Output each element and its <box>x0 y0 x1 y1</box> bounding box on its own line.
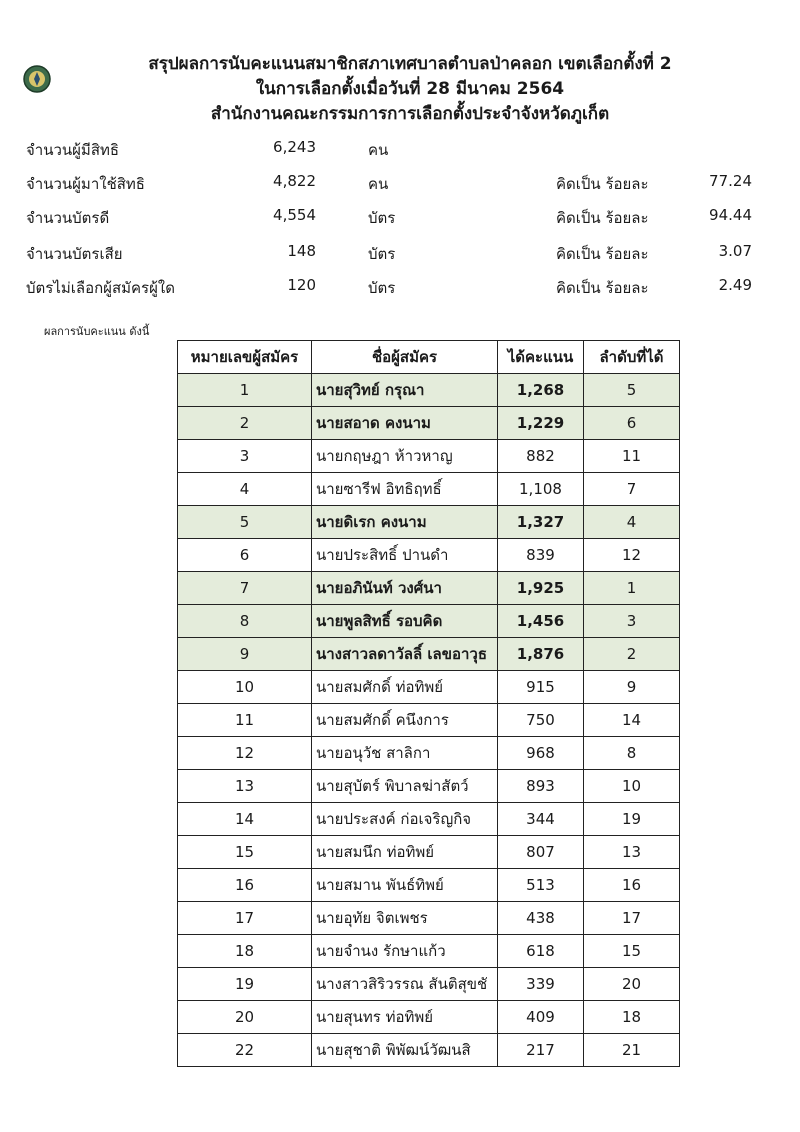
cell-rank: 8 <box>584 737 680 770</box>
cell-candidate-number: 16 <box>178 869 312 902</box>
cell-votes: 1,456 <box>498 605 584 638</box>
cell-votes: 513 <box>498 869 584 902</box>
table-row <box>178 968 680 1001</box>
header-votes: ได้คะแนน <box>498 341 584 374</box>
stat-unit: บัตร <box>368 209 396 227</box>
cell-candidate-number: 12 <box>178 737 312 770</box>
cell-votes: 839 <box>498 539 584 572</box>
cell-candidate-name: นายสอาด คงนาม <box>312 407 498 440</box>
seal-logo-icon <box>22 64 52 94</box>
cell-rank: 15 <box>584 935 680 968</box>
stat-value: 4,822 <box>273 172 316 190</box>
table-row <box>178 374 680 407</box>
cell-candidate-number: 2 <box>178 407 312 440</box>
cell-rank: 1 <box>584 572 680 605</box>
stat-label: จำนวนผู้มาใช้สิทธิ <box>26 175 145 193</box>
table-header-row <box>178 341 680 374</box>
cell-rank: 11 <box>584 440 680 473</box>
stat-percent-value: 3.07 <box>718 242 752 260</box>
cell-candidate-name: นายสุบัตร์ พิบาลฆ่าสัตว์ <box>312 770 498 803</box>
table-row <box>178 836 680 869</box>
cell-rank: 7 <box>584 473 680 506</box>
cell-rank: 2 <box>584 638 680 671</box>
cell-candidate-name: นายสมนึก ท่อทิพย์ <box>312 836 498 869</box>
cell-votes: 915 <box>498 671 584 704</box>
results-table <box>177 340 680 1067</box>
cell-candidate-name: นายซารีฟ อิทธิฤทธิ์ <box>312 473 498 506</box>
cell-rank: 19 <box>584 803 680 836</box>
table-row <box>178 869 680 902</box>
cell-votes: 1,229 <box>498 407 584 440</box>
cell-candidate-name: นายประสงค์ ก่อเจริญกิจ <box>312 803 498 836</box>
stat-unit: คน <box>368 175 389 193</box>
cell-votes: 339 <box>498 968 584 1001</box>
cell-candidate-name: นายจำนง รักษาแก้ว <box>312 935 498 968</box>
cell-candidate-name: นายสมาน พันธ์ทิพย์ <box>312 869 498 902</box>
table-row <box>178 704 680 737</box>
stat-percent-label: คิดเป็น ร้อยละ <box>556 245 649 263</box>
stat-label: บัตรไม่เลือกผู้สมัครผู้ใด <box>26 279 175 297</box>
cell-candidate-number: 19 <box>178 968 312 1001</box>
stat-row-no-vote-ballots <box>0 276 800 300</box>
table-row <box>178 572 680 605</box>
stat-row-spoiled-ballots <box>0 242 800 266</box>
cell-rank: 21 <box>584 1034 680 1067</box>
cell-votes: 217 <box>498 1034 584 1067</box>
cell-candidate-name: นายอนุวัช สาลิกา <box>312 737 498 770</box>
cell-candidate-number: 7 <box>178 572 312 605</box>
cell-votes: 1,108 <box>498 473 584 506</box>
cell-rank: 17 <box>584 902 680 935</box>
cell-votes: 618 <box>498 935 584 968</box>
stat-unit: บัตร <box>368 245 396 263</box>
cell-candidate-number: 11 <box>178 704 312 737</box>
table-row <box>178 473 680 506</box>
cell-candidate-name: นางสาวสิริวรรณ สันติสุขชั <box>312 968 498 1001</box>
cell-rank: 20 <box>584 968 680 1001</box>
header-rank: ลำดับที่ได้ <box>584 341 680 374</box>
table-row <box>178 671 680 704</box>
cell-votes: 893 <box>498 770 584 803</box>
cell-votes: 882 <box>498 440 584 473</box>
stat-value: 148 <box>287 242 316 260</box>
table-row <box>178 1001 680 1034</box>
document-header <box>60 52 760 127</box>
cell-votes: 1,327 <box>498 506 584 539</box>
cell-candidate-number: 18 <box>178 935 312 968</box>
stat-label: จำนวนผู้มีสิทธิ <box>26 141 120 159</box>
cell-rank: 12 <box>584 539 680 572</box>
cell-candidate-number: 9 <box>178 638 312 671</box>
cell-candidate-number: 8 <box>178 605 312 638</box>
stat-label: จำนวนบัตรดี <box>26 209 110 227</box>
cell-candidate-number: 14 <box>178 803 312 836</box>
cell-votes: 750 <box>498 704 584 737</box>
stat-percent-label: คิดเป็น ร้อยละ <box>556 209 649 227</box>
cell-votes: 438 <box>498 902 584 935</box>
cell-candidate-number: 4 <box>178 473 312 506</box>
header-candidate-number: หมายเลขผู้สมัคร <box>178 341 312 374</box>
stat-value: 120 <box>287 276 316 294</box>
cell-candidate-number: 10 <box>178 671 312 704</box>
table-row <box>178 539 680 572</box>
cell-candidate-number: 20 <box>178 1001 312 1034</box>
cell-rank: 3 <box>584 605 680 638</box>
results-body <box>178 374 680 1067</box>
table-row <box>178 407 680 440</box>
cell-candidate-name: นายกฤษฎา ห้าวหาญ <box>312 440 498 473</box>
stat-percent-value: 77.24 <box>709 172 752 190</box>
cell-rank: 13 <box>584 836 680 869</box>
stat-value: 4,554 <box>273 206 316 224</box>
cell-candidate-number: 17 <box>178 902 312 935</box>
cell-candidate-name: นายดิเรก คงนาม <box>312 506 498 539</box>
cell-candidate-name: นายสมศักดิ์ ท่อทิพย์ <box>312 671 498 704</box>
stat-value: 6,243 <box>273 138 316 156</box>
cell-rank: 9 <box>584 671 680 704</box>
cell-candidate-number: 3 <box>178 440 312 473</box>
stat-row-eligible <box>0 138 800 162</box>
table-row <box>178 935 680 968</box>
cell-candidate-number: 13 <box>178 770 312 803</box>
cell-rank: 6 <box>584 407 680 440</box>
cell-candidate-name: นายอภินันท์ วงศ์นา <box>312 572 498 605</box>
header-title: สรุปผลการนับคะแนนสมาชิกสภาเทศบาลตำบลป่าคลอก เขตเลือกตั้งที่ 2 <box>148 54 672 74</box>
cell-candidate-name: นายสุวิทย์ กรุณา <box>312 374 498 407</box>
cell-votes: 344 <box>498 803 584 836</box>
stat-percent-label: คิดเป็น ร้อยละ <box>556 279 649 297</box>
header-date: ในการเลือกตั้งเมื่อวันที่ 28 มีนาคม 2564 <box>255 79 565 99</box>
cell-candidate-number: 15 <box>178 836 312 869</box>
stat-percent-value: 2.49 <box>718 276 752 294</box>
cell-candidate-number: 22 <box>178 1034 312 1067</box>
cell-candidate-number: 6 <box>178 539 312 572</box>
cell-candidate-number: 1 <box>178 374 312 407</box>
header-office: สำนักงานคณะกรรมการการเลือกตั้งประจำจังหวัดภูเก็ต <box>210 104 610 124</box>
cell-rank: 4 <box>584 506 680 539</box>
cell-candidate-name: นางสาวลดาวัลลิ์ เลขอาวุธ <box>312 638 498 671</box>
stat-percent-label: คิดเป็น ร้อยละ <box>556 175 649 193</box>
cell-rank: 18 <box>584 1001 680 1034</box>
cell-candidate-name: นายสุชาติ พิพัฒน์วัฒนสิ <box>312 1034 498 1067</box>
table-row <box>178 902 680 935</box>
table-row <box>178 605 680 638</box>
cell-candidate-name: นายอุทัย จิตเพชร <box>312 902 498 935</box>
table-row <box>178 770 680 803</box>
cell-candidate-number: 5 <box>178 506 312 539</box>
cell-votes: 1,876 <box>498 638 584 671</box>
table-row <box>178 506 680 539</box>
stat-row-good-ballots <box>0 206 800 230</box>
cell-rank: 5 <box>584 374 680 407</box>
stat-row-voters <box>0 172 800 196</box>
table-row <box>178 1034 680 1067</box>
cell-votes: 968 <box>498 737 584 770</box>
results-note: ผลการนับคะแนน ดังนี้ <box>44 325 150 338</box>
table-row <box>178 638 680 671</box>
cell-candidate-name: นายประสิทธิ์ ปานดำ <box>312 539 498 572</box>
table-row <box>178 803 680 836</box>
cell-candidate-name: นายสุนทร ท่อทิพย์ <box>312 1001 498 1034</box>
cell-votes: 1,925 <box>498 572 584 605</box>
table-row <box>178 440 680 473</box>
cell-votes: 1,268 <box>498 374 584 407</box>
header-candidate-name: ชื่อผู้สมัคร <box>312 341 498 374</box>
cell-candidate-name: นายสมศักดิ์ คนึงการ <box>312 704 498 737</box>
cell-votes: 807 <box>498 836 584 869</box>
table-row <box>178 737 680 770</box>
cell-rank: 10 <box>584 770 680 803</box>
stat-percent-value: 94.44 <box>709 206 752 224</box>
stat-unit: บัตร <box>368 279 396 297</box>
cell-rank: 16 <box>584 869 680 902</box>
stat-unit: คน <box>368 141 389 159</box>
cell-rank: 14 <box>584 704 680 737</box>
stat-label: จำนวนบัตรเสีย <box>26 245 123 263</box>
cell-votes: 409 <box>498 1001 584 1034</box>
cell-candidate-name: นายพูลสิทธิ์ รอบคิด <box>312 605 498 638</box>
